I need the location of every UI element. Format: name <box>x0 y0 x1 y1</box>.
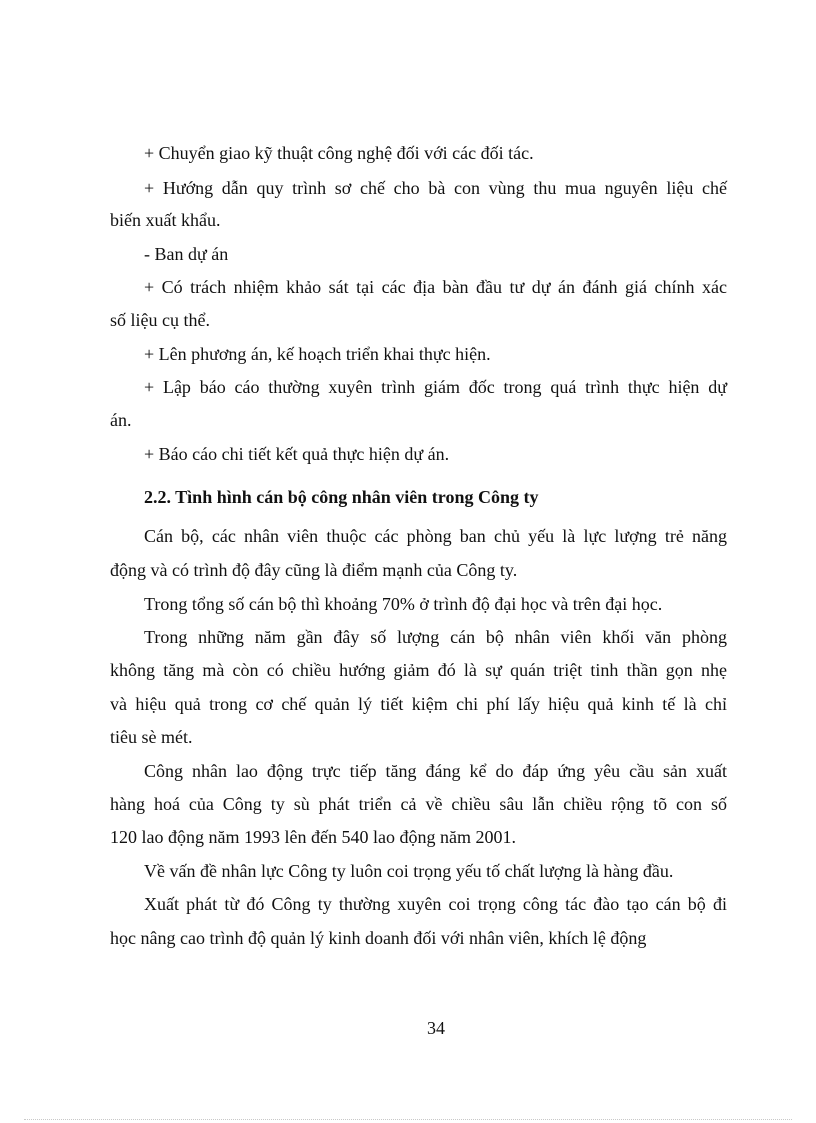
paragraph-line: Cán bộ, các nhân viên thuộc các phòng ban chủ yếu là lực lượng trẻ năng <box>144 526 727 546</box>
paragraph-line: học nâng cao trình độ quản lý kinh doanh đối với nhân viên, khích lệ động <box>110 928 647 948</box>
paragraph-line: Trong những năm gần đây số lượng cán bộ nhân viên khối văn phòng <box>144 627 727 647</box>
paragraph-line: + Lên phương án, kế hoạch triển khai thực hiện. <box>144 344 491 364</box>
paragraph-line: Xuất phát từ đó Công ty thường xuyên coi trọng công tác đào tạo cán bộ đi <box>144 894 727 914</box>
paragraph-line: + Hướng dẫn quy trình sơ chế cho bà con vùng thu mua nguyên liệu chế <box>144 178 727 198</box>
paragraph-line: án. <box>110 410 132 430</box>
paragraph-line: + Lập báo cáo thường xuyên trình giám đốc trong quá trình thực hiện dự <box>144 377 727 397</box>
paragraph-line: biến xuất khẩu. <box>110 210 221 230</box>
paragraph-line: hàng hoá của Công ty sù phát triển cả về chiều sâu lẫn chiều rộng tõ con số <box>110 794 727 814</box>
paragraph-line: Công nhân lao động trực tiếp tăng đáng kể do đáp ứng yêu cầu sản xuất <box>144 761 727 781</box>
paragraph-line: Trong tổng số cán bộ thì khoảng 70% ở trình độ đại học và trên đại học. <box>144 594 663 614</box>
paragraph-line: số liệu cụ thể. <box>110 310 210 330</box>
paragraph-line: động và có trình độ đây cũng là điểm mạnh của Công ty. <box>110 560 518 580</box>
page-border-line <box>24 1119 792 1120</box>
paragraph-line: - Ban dự án <box>144 244 229 264</box>
paragraph-line: + Chuyển giao kỹ thuật công nghệ đối với các đối tác. <box>144 143 534 163</box>
paragraph-line: 120 lao động năm 1993 lên đến 540 lao động năm 2001. <box>110 827 516 847</box>
paragraph-line: + Có trách nhiệm khảo sát tại các địa bàn đầu tư dự án đánh giá chính xác <box>144 277 727 297</box>
page-number: 34 <box>427 1018 445 1038</box>
paragraph-line: và hiệu quả trong cơ chế quản lý tiết kiệm chi phí lấy hiệu quả kinh tế là chỉ <box>110 694 727 714</box>
paragraph-line: + Báo cáo chi tiết kết quả thực hiện dự án. <box>144 444 450 464</box>
paragraph-line: tiêu sè mét. <box>110 727 193 747</box>
section-heading: 2.2. Tình hình cán bộ công nhân viên trong Công ty <box>144 487 539 507</box>
paragraph-line: không tăng mà còn có chiều hướng giảm đó là sự quán triệt tinh thần gọn nhẹ <box>110 660 727 680</box>
paragraph-line: Về vấn đề nhân lực Công ty luôn coi trọng yếu tố chất lượng là hàng đầu. <box>144 861 674 881</box>
